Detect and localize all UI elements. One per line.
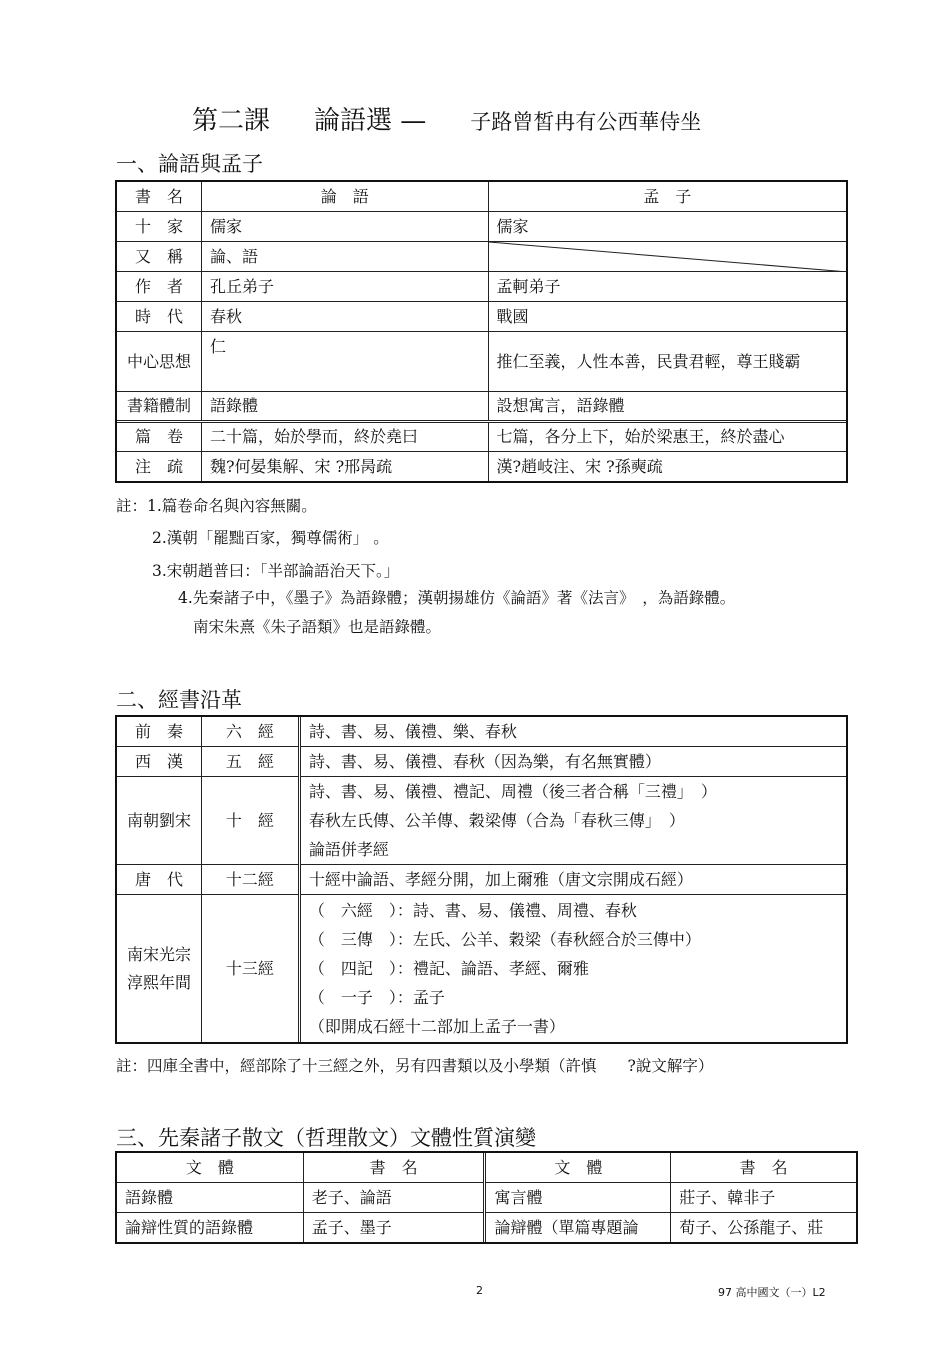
classics-count-cell: 五 經 (201, 747, 299, 777)
classics-count-cell: 十 經 (201, 777, 299, 865)
cell: 二十篇，始於學而，終於堯曰 (201, 422, 488, 452)
note-1: 註：1.篇卷命名與內容無關。 (116, 497, 317, 515)
diagonal-empty-cell (488, 242, 846, 272)
content-line: （ 四記 ）：禮記、論語、孝經、爾雅 (308, 959, 589, 978)
classics-count-cell: 六 經 (201, 717, 299, 747)
header-cell: 文 體 (485, 1153, 671, 1183)
title-main: 論語選 — (314, 106, 427, 136)
table-row (117, 392, 847, 422)
content-cell (299, 895, 846, 1043)
era-cell: 前 秦 (117, 717, 202, 747)
row-label: 作 者 (117, 272, 202, 302)
cell: 論、語 (201, 242, 488, 272)
table-row (117, 747, 847, 777)
header-cell: 書 名 (671, 1153, 857, 1183)
content-cell: 詩、書、易、儀禮、春秋（因為樂，有名無實體） (299, 747, 846, 777)
cell: 戰國 (488, 302, 846, 332)
note-4: 4.先秦諸子中，《墨子》為語錄體；漢朝揚雄仿《論語》著《法言》 ，為語錄體。 (178, 589, 736, 607)
table-row (117, 242, 847, 272)
table-header-row (117, 182, 847, 212)
era-cell: 西 漢 (117, 747, 202, 777)
content-line: 論語併孝經 (308, 840, 389, 859)
table-row (117, 212, 847, 242)
header-cell: 書 名 (303, 1153, 485, 1183)
table-row (117, 302, 847, 332)
content-line: （ 三傳 ）：左氏、公羊、穀梁（春秋經合於三傳中） (308, 930, 701, 949)
cell: 儒家 (201, 212, 488, 242)
header-cell: 論 語 (201, 182, 488, 212)
cell: 儒家 (488, 212, 846, 242)
title-sub: 子路曾皙冉有公西華侍坐 (470, 110, 702, 134)
course-label: 97 高中國文（一）L2 (718, 1286, 826, 1299)
row-label: 時 代 (117, 302, 202, 332)
row-label: 又 稱 (117, 242, 202, 272)
classics-count-cell: 十二經 (201, 865, 299, 895)
table-header-row (117, 1153, 857, 1183)
cell: 寓言體 (485, 1183, 671, 1213)
cell: 論辯體（單篇專題論 (485, 1213, 671, 1243)
table-row (117, 717, 847, 747)
row-label: 注 疏 (117, 452, 202, 482)
table-row (117, 895, 847, 1043)
cell: 魏?何晏集解、宋 ?邢昺疏 (201, 452, 488, 482)
table-row (117, 865, 847, 895)
table-row (117, 452, 847, 482)
note-4-cont: 南宋朱熹《朱子語類》也是語錄體。 (193, 618, 442, 636)
content-line: （ 一子 ）：孟子 (308, 988, 445, 1007)
content-cell: 十經中論語、孝經分開，加上爾雅（唐文宗開成石經） (299, 865, 846, 895)
header-cell: 孟 子 (488, 182, 846, 212)
content-line: 春秋左氏傳、公羊傳、穀梁傳（合為「春秋三傳」 ） (308, 811, 685, 830)
table-row (117, 1213, 857, 1243)
table-row (117, 1183, 857, 1213)
content-line: （ 六經 ）：詩、書、易、儀禮、周禮、春秋 (308, 901, 637, 920)
cell: 漢?趙岐注、宋 ?孫奭疏 (488, 452, 846, 482)
header-cell: 書 名 (117, 182, 202, 212)
cell: 孟軻弟子 (488, 272, 846, 302)
cell: 老子、論語 (303, 1183, 485, 1213)
title-lesson: 第二課 (192, 106, 271, 136)
content-cell (299, 777, 846, 865)
table-row (117, 422, 847, 452)
row-label: 書籍體制 (117, 392, 202, 422)
diagonal-line (489, 242, 848, 272)
table-row (117, 272, 847, 302)
header-cell: 文 體 (117, 1153, 304, 1183)
page-title (192, 100, 701, 137)
cell: 語錄體 (201, 392, 488, 422)
analects-mencius-table (116, 181, 847, 482)
era-line: 南宋光宗 (126, 944, 191, 964)
note-2: 2.漢朝「罷黜百家，獨尊儒術」 。 (152, 529, 389, 547)
cell: 莊子、韓非子 (671, 1183, 857, 1213)
cell: 語錄體 (117, 1183, 304, 1213)
content-line: 詩、書、易、儀禮、禮記、周禮（後三者合稱「三禮」 ） (308, 782, 717, 801)
cell: 春秋 (201, 302, 488, 332)
note-3: 3.宋朝趙普曰：「半部論語治天下。」 (152, 562, 400, 580)
cell: 設想寓言，語錄體 (488, 392, 846, 422)
era-line: 淳熙年間 (126, 972, 191, 992)
classics-count-cell: 十三經 (201, 895, 299, 1043)
row-label: 十 家 (117, 212, 202, 242)
section-3-heading: 三、先秦諸子散文（哲理散文）文體性質演變 (116, 1126, 536, 1150)
page-number: 2 (476, 1284, 483, 1297)
cell: 推仁至義，人性本善，民貴君輕，尊王賤霸 (488, 332, 846, 392)
cell: 七篇，各分上下，始於梁惠王，終於盡心 (488, 422, 846, 452)
era-cell (117, 895, 202, 1043)
cell: 孟子、墨子 (303, 1213, 485, 1243)
cell: 仁 (201, 332, 488, 392)
table-row (117, 332, 847, 392)
table-row (117, 777, 847, 865)
row-label: 中心思想 (117, 332, 202, 392)
cell: 論辯性質的語錄體 (117, 1213, 304, 1243)
content-line: （即開成石經十二部加上孟子一書） (308, 1017, 565, 1036)
section-1-heading: 一、論語與孟子 (116, 152, 263, 176)
row-label: 篇 卷 (117, 422, 202, 452)
section-2-heading: 二、經書沿革 (116, 688, 242, 712)
classics-evolution-table (116, 716, 847, 1043)
cell: 荀子、公孫龍子、莊 (671, 1213, 857, 1243)
content-cell: 詩、書、易、儀禮、樂、春秋 (299, 717, 846, 747)
note-siku: 註：四庫全書中，經部除了十三經之外，另有四書類以及小學類（許慎 ?說文解字） (116, 1057, 714, 1075)
era-cell: 南朝劉宋 (117, 777, 202, 865)
era-cell: 唐 代 (117, 865, 202, 895)
cell: 孔丘弟子 (201, 272, 488, 302)
prose-genre-table (116, 1152, 857, 1243)
